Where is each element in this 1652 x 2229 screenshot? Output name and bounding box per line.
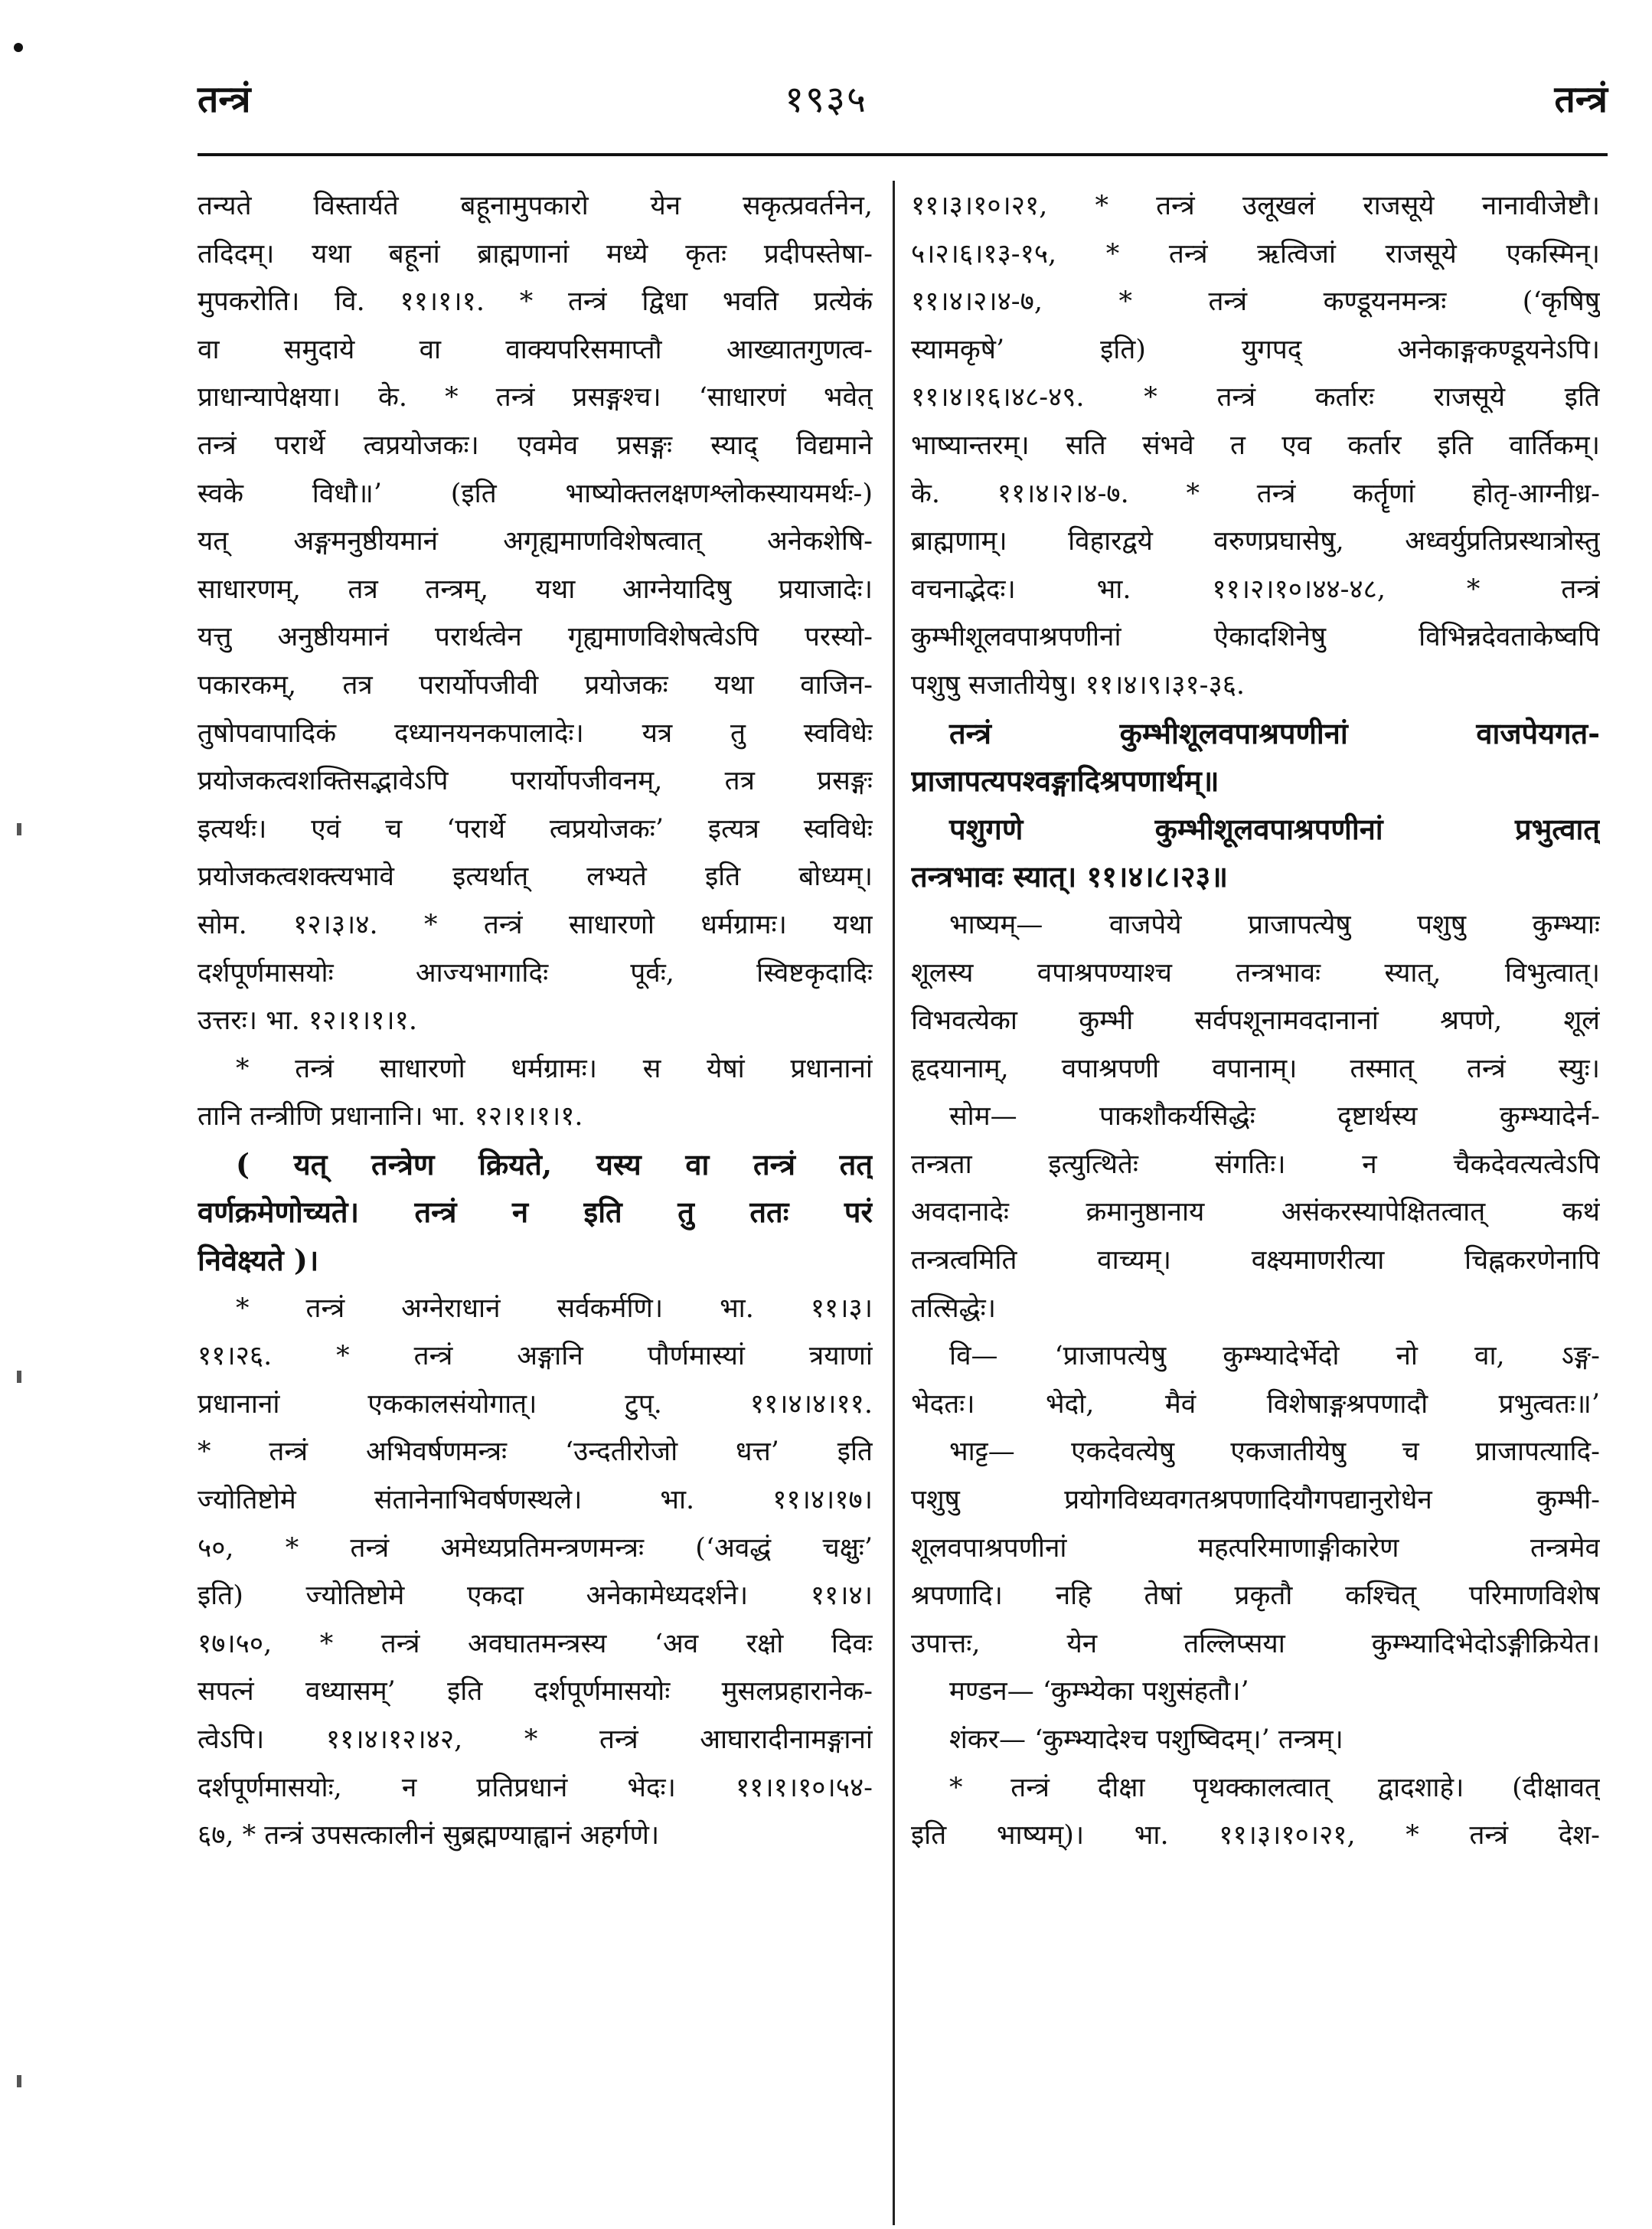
text-line: वर्णक्रमेणोच्यते। तन्त्रं न इति तु ततः परं xyxy=(198,1195,873,1230)
text-line: दर्शपूर्णमासयोः आज्यभागादिः पूर्वः, स्विष्टकृदादिः xyxy=(198,957,873,989)
text-line: प्रयोजकत्वशक्त्यभावे इत्यर्थात् लभ्यते इति बोध्यम्। xyxy=(198,861,873,893)
text-line: ५।२।६।१३-१५, * तन्त्रं ऋत्विजां राजसूये एकस्मिन्। xyxy=(911,238,1600,270)
text-line: तुषोपवापादिकं दध्यानयनकपालादेः। यत्र तु स्वविधेः xyxy=(198,717,873,749)
text-line: पकारकम्, तत्र परार्योपजीवी प्रयोजकः यथा वाजिन- xyxy=(198,669,873,701)
text-line: * तन्त्रं अभिवर्षणमन्त्रः ‘उन्दतीरोजो धत्त’ इति xyxy=(198,1436,873,1468)
text-line: भाष्यम्— वाजपेये प्राजापत्येषु पशुषु कुम्भ्याः xyxy=(949,909,1600,940)
text-line: ११।४।१६।४८-४९. * तन्त्रं कर्तारः राजसूये इति xyxy=(911,382,1600,413)
text-line: साधारणम्, तत्र तन्त्रम्, यथा आग्नेयादिषु प्रयाजादेः। xyxy=(198,574,873,605)
text-line: भाट्ट— एकदेवत्येषु एकजातीयेषु च प्राजापत्यादि- xyxy=(949,1436,1600,1468)
text-line: ११।४।२।४-७, * तन्त्रं कण्डूयनमन्त्रः (‘कृषिषु xyxy=(911,286,1600,318)
text-line: * तन्त्रं दीक्षा पृथक्कालत्वात् द्वादशाहे। (दीक्षावत् xyxy=(949,1772,1600,1803)
text-line: शंकर— ‘कुम्भ्यादेश्च पशुष्विदम्।’ तन्त्रम्। xyxy=(949,1724,1343,1755)
text-line: विभवत्येका कुम्भी सर्वपशूनामवदानानां श्रपणे, शूलं xyxy=(911,1005,1600,1037)
text-line: प्रयोजकत्वशक्तिसद्भावेऽपि परार्योपजीवनम्, तत्र प्रसङ्गः xyxy=(198,766,873,797)
text-line: स्वके विधौ॥’ (इति भाष्योक्तलक्षणश्लोकस्यायमर्थः-) xyxy=(198,478,873,509)
text-line: वचनाद्भेदः। भा. ११।२।१०।४४-४८, * तन्त्रं xyxy=(911,574,1600,605)
text-line: तन्त्रभावः स्यात्। ११।४।८।२३॥ xyxy=(911,859,1229,894)
text-line: ( यत् तन्त्रेण क्रियते, यस्य वा तन्त्रं तत् xyxy=(236,1146,873,1182)
text-line: सोम— पाकशौकर्यसिद्धेः दृष्टार्थस्य कुम्भ्यादेर्न- xyxy=(949,1101,1600,1132)
text-line: तन्त्रं परार्थे त्वप्रयोजकः। एवमेव प्रसङ्गः स्याद् विद्यमाने xyxy=(198,430,873,461)
text-line: प्राधान्यापेक्षया। के. * तन्त्रं प्रसङ्गश्च। ‘साधारणं भवेत् xyxy=(198,382,873,413)
text-line: तन्त्रं कुम्भीशूलवपाश्रपणीनां वाजपेयगत- xyxy=(949,715,1600,750)
text-line: अवदानादेः क्रमानुष्ठानाय असंकरस्यापेक्षितत्वात् कथं xyxy=(911,1197,1600,1228)
margin-mark xyxy=(17,823,21,835)
text-line: यत्तु अनुष्ठीयमानं परार्थत्वेन गृह्यमाणविशेषत्वेऽपि परस्यो- xyxy=(198,622,873,653)
text-line: भाष्यान्तरम्। सति संभवे त एव कर्तार इति वार्तिकम्। xyxy=(911,430,1600,461)
text-line: सोम. १२।३।४. * तन्त्रं साधारणो धर्मग्रामः। यथा xyxy=(198,909,873,940)
text-line: हृदयानाम्, वपाश्रपणी वपानाम्। तस्मात् तन्त्रं स्युः। xyxy=(911,1053,1600,1084)
text-line: मण्डन— ‘कुम्भ्येका पशुसंहतौ।’ xyxy=(949,1676,1249,1708)
page-number: १९३५ xyxy=(785,78,867,121)
text-line: पशुषु प्रयोगविध्यवगतश्रपणादियौगपद्यानुरोधेन कुम्भी- xyxy=(911,1485,1600,1516)
text-line: तन्त्रत्वमिति वाच्यम्। वक्ष्यमाणरीत्या चिह्नकरणेनापि xyxy=(911,1245,1600,1276)
text-line: इति) ज्योतिष्टोमे एकदा अनेकामेध्यदर्शने। ११।४। xyxy=(198,1580,873,1612)
text-line: यत् अङ्गमनुष्ठीयमानं अगृह्यमाणविशेषत्वात् अनेकशेषि- xyxy=(198,526,873,557)
text-line: निवेक्ष्यते )। xyxy=(198,1243,319,1278)
text-line: तत्सिद्धेः। xyxy=(911,1293,996,1324)
left-column xyxy=(198,182,873,2219)
text-line: तन्त्रता इत्युत्थितेः संगतिः। न चैकदेवत्यत्वेऽपि xyxy=(911,1149,1600,1180)
text-line: शूलवपाश्रपणीनां महत्परिमाणाङ्गीकारेण तन्त्रमेव xyxy=(911,1532,1600,1564)
text-line: उपात्तः, येन तल्लिप्सया कुम्भ्यादिभेदोऽङ्गीक्रियेत। xyxy=(911,1628,1600,1659)
right-column xyxy=(911,182,1600,2219)
text-line: * तन्त्रं अग्नेराधानं सर्वकर्मणि। भा. ११।३। xyxy=(236,1293,873,1324)
running-head-right: तन्त्रं xyxy=(1554,78,1608,121)
text-line: वि— ‘प्राजापत्येषु कुम्भ्यादेर्भेदो नो वा, ऽङ्ग- xyxy=(949,1341,1600,1372)
text-line: तदिदम्। यथा बहूनां ब्राह्मणानां मध्ये कृतः प्रदीपस्तेषा- xyxy=(198,238,873,270)
text-line: इति भाष्यम्)। भा. ११।३।१०।२१, * तन्त्रं देश- xyxy=(911,1820,1600,1852)
text-line: ब्राह्मणाम्। विहारद्वये वरुणप्रघासेषु, अध्वर्युप्रतिप्रस्थात्रोस्तु xyxy=(911,526,1600,557)
text-line: पशुगणे कुम्भीशूलवपाश्रपणीनां प्रभुत्वात् xyxy=(949,811,1600,846)
text-line: ज्योतिष्टोमे संतानेनाभिवर्षणस्थले। भा. ११।४।१७। xyxy=(198,1485,873,1516)
text-line: उत्तरः। भा. १२।१।१।१. xyxy=(198,1005,417,1037)
text-line: के. ११।४।२।४-७. * तन्त्रं कर्तॄणां होतृ-आग्नीध्र- xyxy=(911,478,1600,509)
text-line: ६७, * तन्त्रं उपसत्कालीनं सुब्रह्मण्याह्वानं अहर्गणे। xyxy=(198,1820,660,1852)
text-line: दर्शपूर्णमासयोः, न प्रतिप्रधानं भेदः। ११।१।१०।५४- xyxy=(198,1772,873,1803)
text-line: ५०, * तन्त्रं अमेध्यप्रतिमन्त्रणमन्त्रः (‘अवद्धं चक्षुः’ xyxy=(198,1532,873,1564)
text-line: भेदतः। भेदो, मैवं विशेषाङ्गश्रपणादौ प्रभुत्वतः॥’ xyxy=(911,1388,1600,1420)
header-rule xyxy=(198,153,1608,156)
text-line: त्वेऽपि। ११।४।१२।४२, * तन्त्रं आघारादीनामङ्गानां xyxy=(198,1724,873,1755)
text-line: * तन्त्रं साधारणो धर्मग्रामः। स येषां प्रधानानां xyxy=(236,1053,873,1084)
text-line: तानि तन्त्रीणि प्रधानानि। भा. १२।१।१।१. xyxy=(198,1101,583,1132)
text-line: ११।२६. * तन्त्रं अङ्गानि पौर्णमास्यां त्रयाणां xyxy=(198,1341,873,1372)
text-line: तन्यते विस्तार्यते बहूनामुपकारो येन सकृत्प्रवर्तनेन, xyxy=(198,191,873,221)
text-line: इत्यर्थः। एवं च ‘परार्थे त्वप्रयोजकः’ इत्यत्र स्वविधेः xyxy=(198,813,873,845)
margin-mark xyxy=(17,2075,21,2087)
text-line: श्रपणादि। नहि तेषां प्रकृतौ कश्चित् परिमाणविशेष xyxy=(911,1580,1600,1612)
text-line: मुपकरोति। वि. ११।१।१. * तन्त्रं द्विधा भवति प्रत्येकं xyxy=(198,286,873,318)
text-line: स्यामकृषे’ इति) युगपद् अनेकाङ्गकण्डूयनेऽपि। xyxy=(911,334,1600,365)
scan-speck xyxy=(14,43,23,52)
text-line: १७।५०, * तन्त्रं अवघातमन्त्रस्य ‘अव रक्षो दिवः xyxy=(198,1628,873,1659)
text-line: प्राजापत्यपश्वङ्गादिश्रपणार्थम्॥ xyxy=(911,763,1219,799)
text-line: वा समुदाये वा वाक्यपरिसमाप्तौ आख्यातगुणत्व- xyxy=(198,334,873,365)
text-line: शूलस्य वपाश्रपण्याश्च तन्त्रभावः स्यात्, विभुत्वात्। xyxy=(911,957,1600,989)
text-line: सपत्नं वध्यासम्’ इति दर्शपूर्णमासयोः मुसलप्रहारानेक- xyxy=(198,1676,873,1708)
text-line: ११।३।१०।२१, * तन्त्रं उलूखलं राजसूये नानावीजेष्टौ। xyxy=(911,191,1600,221)
margin-mark xyxy=(17,1371,21,1383)
column-divider xyxy=(893,181,895,2225)
running-head-left: तन्त्रं xyxy=(198,78,251,121)
text-line: पशुषु सजातीयेषु। ११।४।९।३१-३६. xyxy=(911,669,1246,701)
text-line: कुम्भीशूलवपाश्रपणीनां ऐकादशिनेषु विभिन्नदेवताकेष्वपि xyxy=(911,622,1600,653)
text-line: प्रधानानां एककालसंयोगात्। टुप्. ११।४।४।११. xyxy=(198,1388,873,1420)
